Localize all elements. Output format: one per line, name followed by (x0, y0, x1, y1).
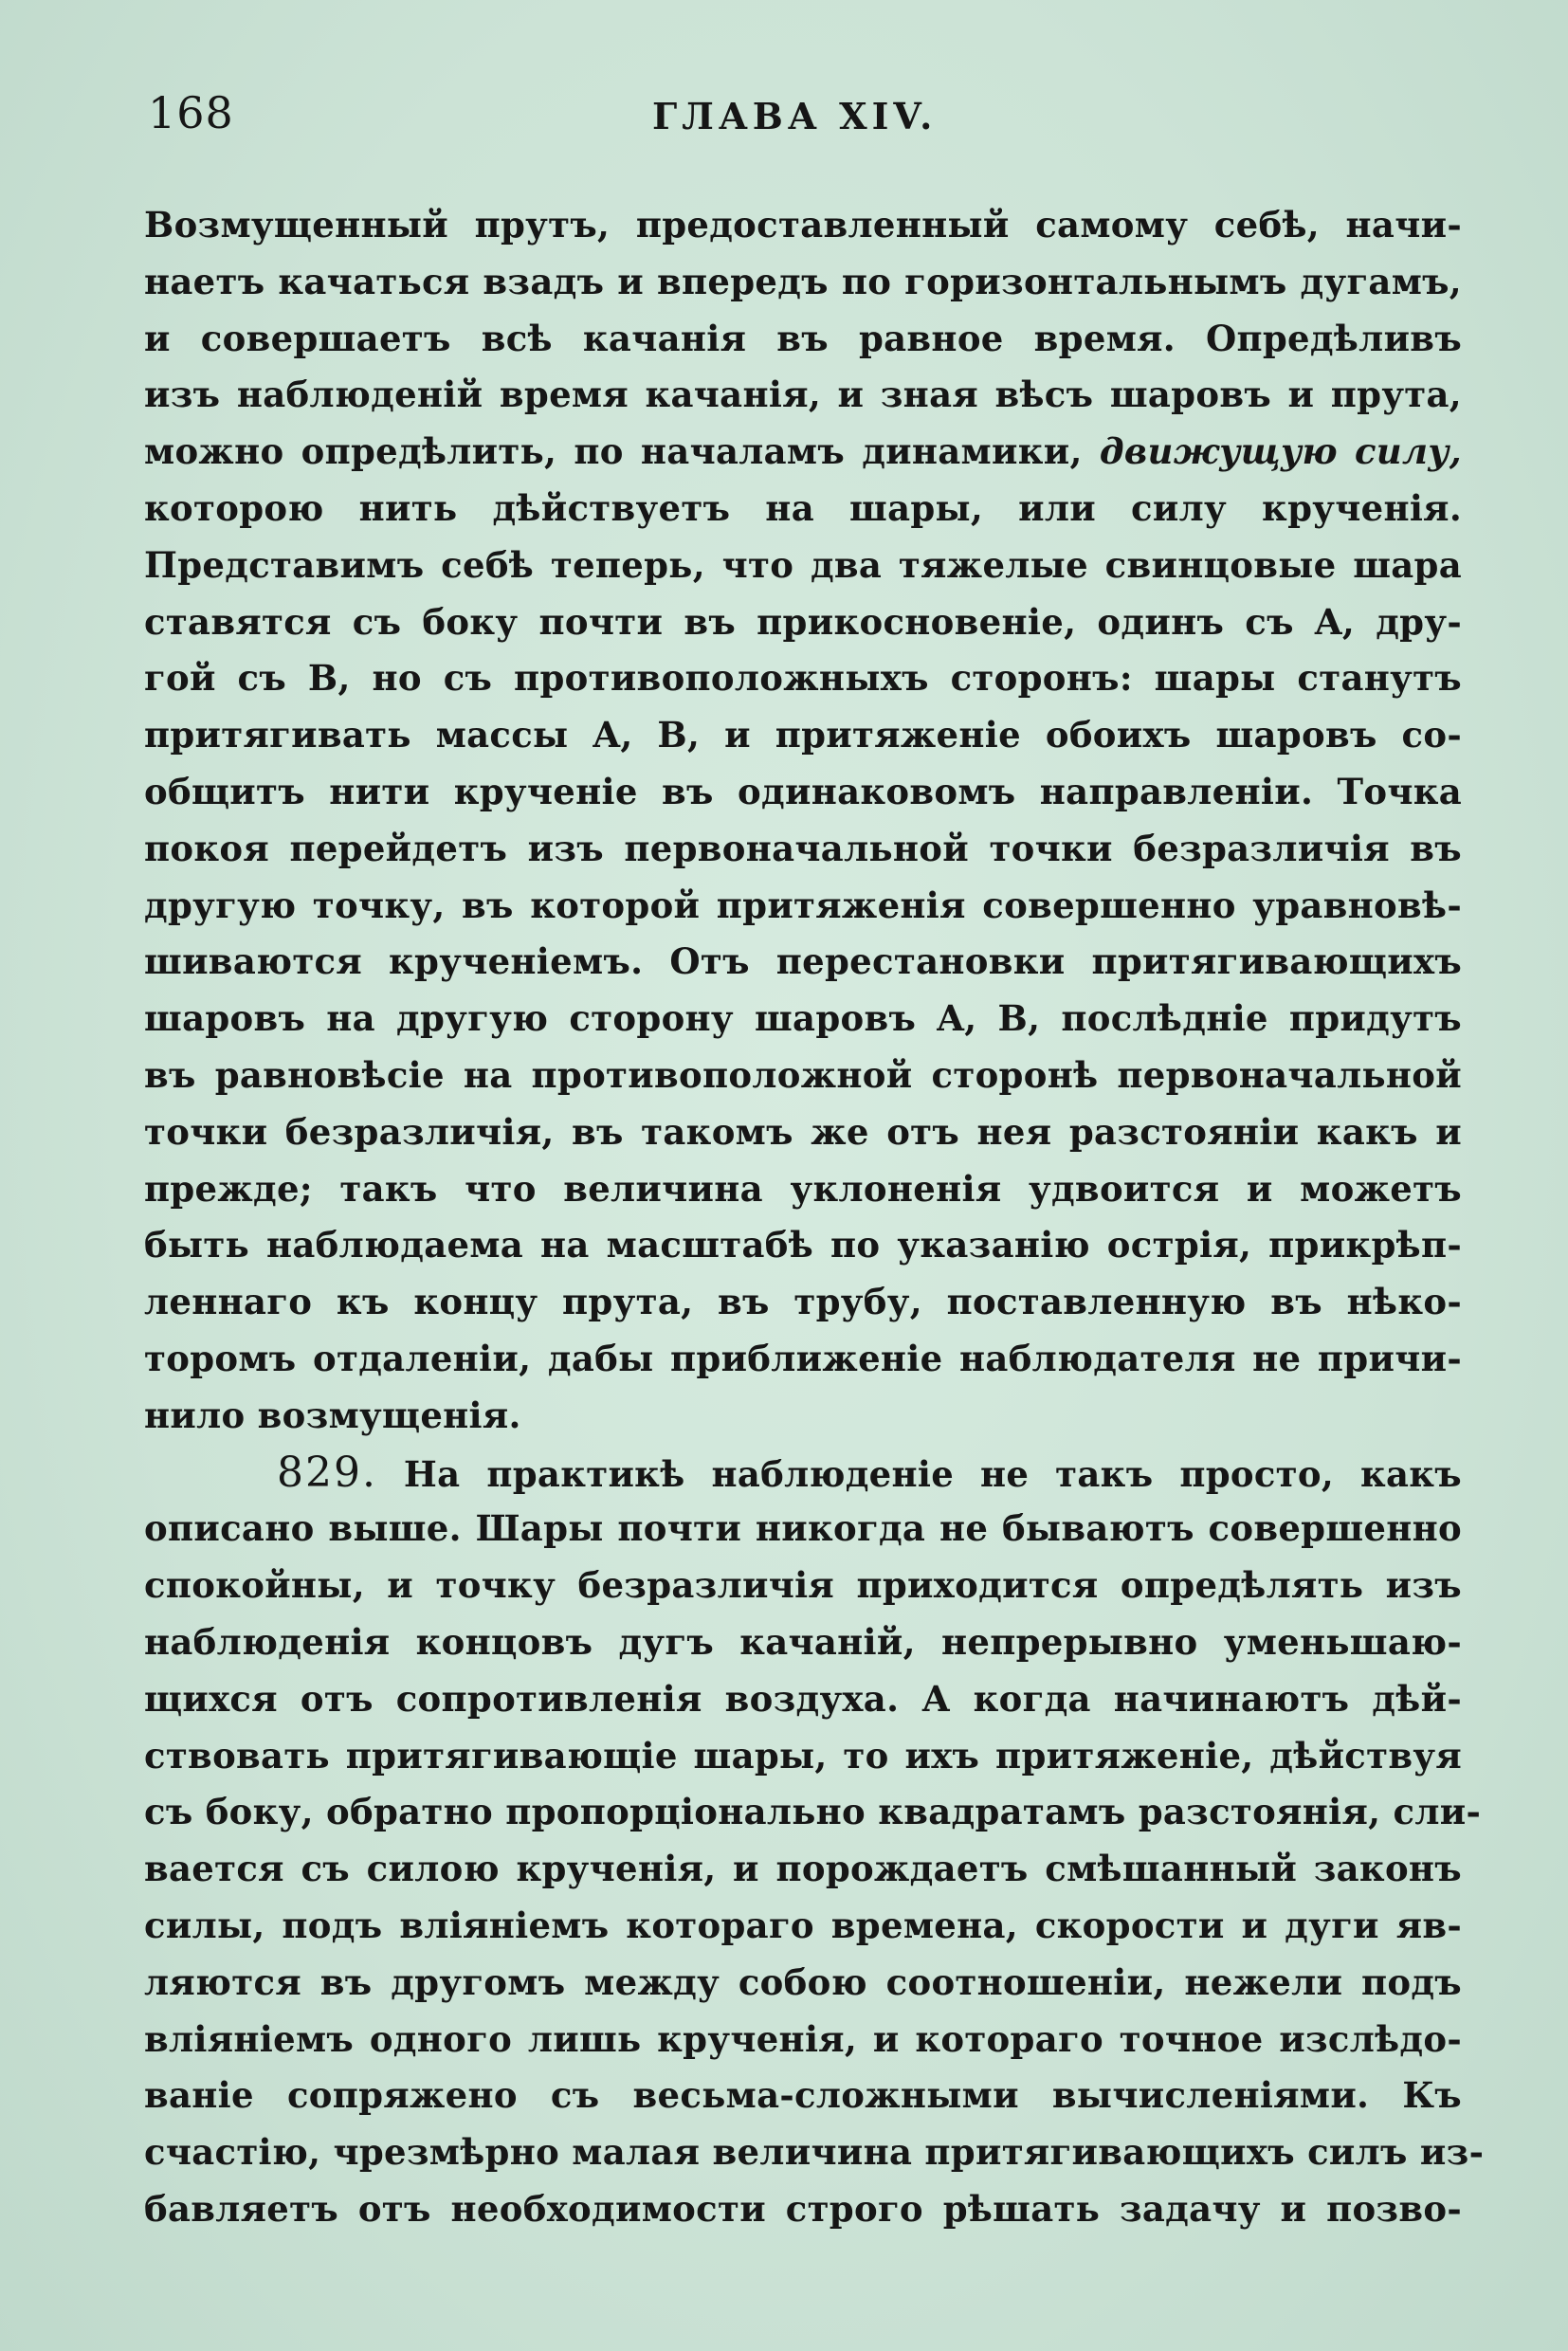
text-line: ставятся съ боку почти въ прикосновеніе, одинъ съ A, дру- (144, 600, 1462, 643)
text-line-start: можно опредѣлить, по началамъ динамики, (144, 430, 1083, 473)
text-line: наблюденія концовъ дугъ качаній, непрерывно уменьшаю- (144, 1620, 1462, 1663)
text-line: шиваются крученіемъ. Отъ перестановки притягивающихъ (144, 940, 1462, 983)
text-line: которою нить дѣйствуетъ на шары, или силу крученія. (144, 486, 1462, 529)
text-line: нило возмущенія. (144, 1394, 521, 1436)
text-line: съ боку, обратно пропорціонально квадратамъ разстоянія, сли- (144, 1791, 1482, 1833)
emphasis-text: движущую силу, (1099, 430, 1462, 473)
text-line: Возмущенный прутъ, предоставленный самому себѣ, начи- (144, 204, 1462, 246)
text-line: торомъ отдаленіи, дабы приближеніе наблюдателя не причи- (144, 1337, 1462, 1379)
text-line: быть наблюдаема на масштабѣ по указанію острія, прикрѣп- (144, 1224, 1462, 1267)
text-line: гой съ B, но съ противоположныхъ сторонъ: шары станутъ (144, 657, 1462, 700)
text-line: силы, подъ вліяніемъ котораго времена, скорости и дуги яв- (144, 1904, 1462, 1946)
text-line: наетъ качаться взадъ и впередъ по горизонтальнымъ дугамъ, (144, 260, 1462, 302)
text-line: ваніе сопряжено съ весьма-сложными вычисленіями. Къ (144, 2074, 1462, 2117)
text-line: притягивать массы A, B, и притяженіе обоихъ шаровъ со- (144, 714, 1462, 756)
text-line: леннаго къ концу прута, въ трубу, поставленную въ нѣко- (144, 1281, 1462, 1323)
text-line: вается съ силою крученія, и порождаетъ смѣшанный законъ (144, 1848, 1462, 1890)
text-line: и совершаетъ всѣ качанія въ равное время. Опредѣливъ (144, 317, 1462, 359)
text-line: описано выше. Шары почти никогда не бываютъ совершенно (144, 1507, 1462, 1550)
running-head: ГЛАВА XIV. (652, 95, 938, 137)
text-line: покоя перейдетъ изъ первоначальной точки безразличія въ (144, 827, 1462, 869)
paragraph-start (144, 1445, 1462, 1502)
text-line: общитъ нити крученіе въ одинаковомъ направленіи. Точка (144, 770, 1462, 812)
text-line-with-emphasis (144, 424, 1462, 481)
paragraph-first-line: На практикѣ наблюденіе не такъ просто, какъ (403, 1452, 1462, 1495)
text-line: Представимъ себѣ теперь, что два тяжелые свинцовые шара (144, 543, 1462, 586)
text-line: щихся отъ сопротивленія воздуха. А когда начинаютъ дѣй- (144, 1677, 1462, 1720)
body-text (144, 197, 1485, 2238)
text-line: шаровъ на другую сторону шаровъ A, B, послѣдніе придутъ (144, 997, 1462, 1040)
text-line: спокойны, и точку безразличія приходится опредѣлять изъ (144, 1564, 1462, 1607)
text-line: прежде; такъ что величина уклоненія удвоится и можетъ (144, 1167, 1462, 1210)
page-number: 168 (148, 87, 234, 138)
text-line: ствовать притягивающіе шары, то ихъ притяженіе, дѣйствуя (144, 1734, 1462, 1777)
text-line: изъ наблюденій время качанія, и зная вѣсъ шаровъ и прута, (144, 374, 1462, 416)
text-line: точки безразличія, въ такомъ же отъ нея разстояніи какъ и (144, 1110, 1462, 1153)
text-line: бавляетъ отъ необходимости строго рѣшать задачу и позво- (144, 2187, 1462, 2230)
text-line: ляются въ другомъ между собою соотношеніи, нежели подъ (144, 1960, 1462, 2003)
text-line: вліяніемъ одного лишь крученія, и котораго точное изслѣдо- (144, 2017, 1462, 2060)
paragraph-number: 829. (277, 1448, 377, 1497)
text-line: счастію, чрезмѣрно малая величина притягивающихъ силъ из- (144, 2131, 1485, 2174)
text-line: въ равновѣсіе на противоположной сторонѣ первоначальной (144, 1053, 1462, 1096)
text-line: другую точку, въ которой притяженія совершенно уравновѣ- (144, 884, 1462, 926)
page-header (140, 87, 1468, 144)
